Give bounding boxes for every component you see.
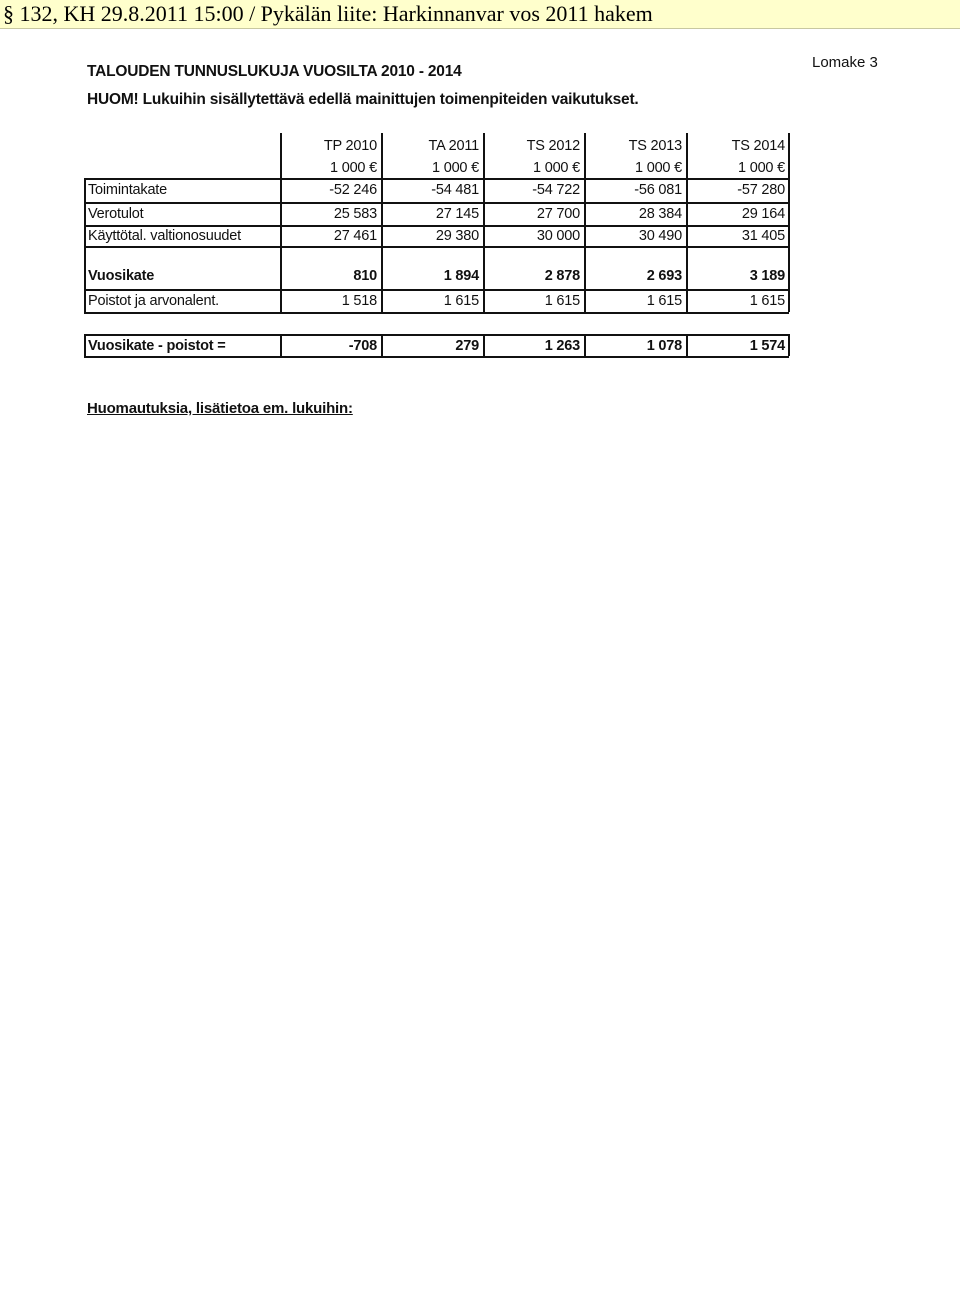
column-header: TP 2010 (323, 138, 377, 154)
column-header: TS 2012 (526, 138, 580, 154)
grid-line (84, 202, 789, 204)
table-cell: 30 490 (638, 228, 682, 244)
table-cell: -54 481 (431, 182, 479, 198)
row-label: Vuosikate (88, 268, 155, 284)
grid-line (788, 334, 790, 356)
row-label: Käyttötal. valtionosuudet (88, 228, 241, 244)
grid-line (381, 334, 383, 356)
table-cell: 29 164 (741, 206, 785, 222)
grid-line (84, 178, 789, 180)
header-bar (0, 0, 960, 29)
table-cell: -54 722 (532, 182, 580, 198)
grid-line (84, 225, 789, 227)
table-cell: -708 (348, 338, 377, 354)
grid-line (84, 246, 789, 248)
table-cell: 1 615 (544, 293, 580, 309)
grid-line (84, 356, 789, 358)
table-cell: 1 078 (646, 338, 682, 354)
grid-line (483, 178, 485, 246)
grid-line (381, 133, 383, 179)
column-unit: 1 000 € (330, 160, 377, 176)
table-cell: 279 (455, 338, 479, 354)
grid-line (84, 246, 86, 312)
table-cell: 1 615 (646, 293, 682, 309)
table-cell: 1 518 (341, 293, 377, 309)
grid-line (686, 334, 688, 356)
grid-line (84, 312, 789, 314)
grid-line (584, 246, 586, 312)
form-label: Lomake 3 (812, 54, 878, 71)
table-cell: 1 894 (443, 268, 479, 284)
grid-line (381, 178, 383, 246)
row-label: Toimintakate (88, 182, 167, 198)
grid-line (788, 178, 790, 246)
row-label: Poistot ja arvonalent. (88, 293, 220, 309)
table-cell: 27 145 (435, 206, 479, 222)
column-header: TS 2014 (731, 138, 785, 154)
table-cell: -52 246 (329, 182, 377, 198)
column-unit: 1 000 € (533, 160, 580, 176)
column-unit: 1 000 € (635, 160, 682, 176)
table-cell: -57 280 (737, 182, 785, 198)
column-unit: 1 000 € (738, 160, 785, 176)
row-label: Verotulot (88, 206, 144, 222)
table-cell: 3 189 (749, 268, 785, 284)
table-cell: 31 405 (741, 228, 785, 244)
column-header: TS 2013 (628, 138, 682, 154)
grid-line (84, 178, 86, 246)
table-cell: 2 878 (544, 268, 580, 284)
grid-line (483, 133, 485, 179)
table-cell: 1 615 (443, 293, 479, 309)
grid-line (686, 246, 688, 312)
table-cell: 810 (353, 268, 377, 284)
grid-line (280, 334, 282, 356)
table-cell: 25 583 (333, 206, 377, 222)
grid-line (84, 289, 789, 291)
sheet-note: HUOM! Lukuihin sisällytettävä edellä mainittujen toimenpiteiden vaikutukset. (87, 91, 639, 108)
grid-line (686, 133, 688, 179)
grid-line (381, 246, 383, 312)
grid-line (84, 334, 86, 356)
table-cell: 28 384 (638, 206, 682, 222)
sheet-title: TALOUDEN TUNNUSLUKUJA VUOSILTA 2010 - 2014 (87, 63, 462, 80)
table-cell: -56 081 (634, 182, 682, 198)
table-cell: 2 693 (646, 268, 682, 284)
grid-line (280, 178, 282, 246)
footnote: Huomautuksia, lisätietoa em. lukuihin: (87, 400, 353, 417)
table-cell: 1 615 (749, 293, 785, 309)
grid-line (483, 334, 485, 356)
grid-line (584, 334, 586, 356)
grid-line (280, 246, 282, 312)
row-label: Vuosikate - poistot = (88, 338, 226, 354)
grid-line (584, 178, 586, 246)
grid-line (483, 246, 485, 312)
grid-line (584, 133, 586, 179)
grid-line (686, 178, 688, 246)
table-cell: 29 380 (435, 228, 479, 244)
grid-line (84, 334, 789, 336)
grid-line (788, 246, 790, 312)
table-cell: 1 574 (749, 338, 785, 354)
table-cell: 30 000 (536, 228, 580, 244)
column-header: TA 2011 (428, 138, 479, 154)
column-unit: 1 000 € (432, 160, 479, 176)
grid-line (280, 133, 282, 179)
table-cell: 27 700 (536, 206, 580, 222)
grid-line (788, 133, 790, 179)
table-cell: 27 461 (333, 228, 377, 244)
table-cell: 1 263 (544, 338, 580, 354)
document-header: § 132, KH 29.8.2011 15:00 / Pykälän liite: Harkinnanvar vos 2011 hakem (3, 1, 653, 26)
